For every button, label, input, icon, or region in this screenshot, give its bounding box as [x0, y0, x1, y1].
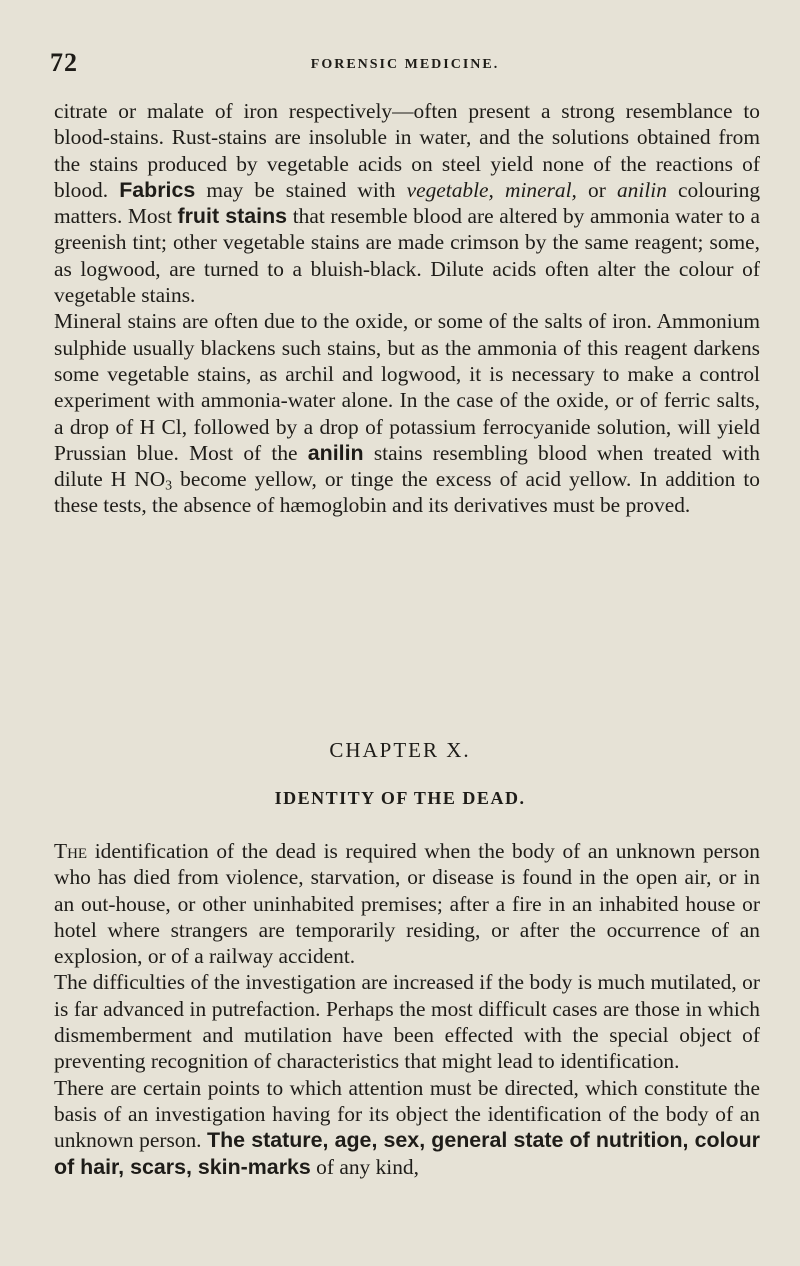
- opening-word: The: [54, 839, 88, 863]
- chapter-title: IDENTITY OF THE DEAD.: [274, 788, 526, 808]
- running-head: FORENSIC MEDICINE.: [310, 57, 500, 72]
- text-block-top: [54, 98, 760, 519]
- text-block-bottom: [54, 838, 760, 1180]
- paragraph-difficulties: The difficulties of the investigation are increased if the body is much mutilated, or is far advanced in putrefaction. Perhaps the most difficult cases are those in which dismemberment and mutilation have been effected with the special object of preventing recognition of characteristics that might lead to identification.: [54, 970, 760, 1074]
- term-stature-list: The stature, age, sex, general state of nutrition, colour of hair, scars, skin-marks: [54, 1128, 760, 1179]
- term-anilin: anilin: [616, 177, 667, 202]
- term-anilin-bold: anilin: [307, 440, 364, 465]
- term-fabrics: Fabrics: [119, 177, 196, 202]
- term-vegetable-mineral: vegetable, mineral,: [406, 177, 577, 202]
- subscript-3: 3: [165, 478, 173, 494]
- paragraph-mineral-stains: Mineral stains are often due to the oxide, or some of the salts of iron. Ammonium sulphide usually blackens such stains, but as the ammonia of this reagent darkens some vegetable stains, as archil and logwood, it is necessary to make a control experiment with ammonia-water alone. In the case of the oxide, or of ferric salts, a drop of H Cl, followed by a drop of potassium ferrocyanide solution, will yield Prussian blue. Most of the anilin stains resembling blood when treated with dilute H $NO_3$ become yellow, or tinge the excess of acid yellow. In addition to these tests, the absence of hæmoglobin and its derivatives must be proved.: [54, 309, 760, 518]
- page-header: [50, 48, 760, 82]
- paragraph-identification: The identification of the dead is required when the body of an unknown person who has died from violence, starvation, or disease is found in the open air, or in an out-house, or other uninhabited premises; after a fire in an inhabited house or hotel where strangers are temporarily residing, or after the occurrence of an explosion, or of a railway accident.: [54, 839, 760, 969]
- paragraph-points: There are certain points to which attention must be directed, which constitute the basis of an investigation having for its object the identification of the body of an unknown person. The stature, age, sex, general state of nutrition, colour of hair, scars, skin-marks of any kind,: [54, 1075, 760, 1179]
- page-number: 72: [50, 48, 78, 77]
- paragraph-fabric-stains: citrate or malate of iron respectively—often present a strong resemblance to blood-stains. Rust-stains are insoluble in water, and the solutions obtained from the stains produced by vegetable acids on steel yield none of the reactions of blood. Fabrics may be stained with vegetable, mineral, or anilin colouring matters. Most fruit stains that resemble blood are altered by ammonia water to a greenish tint; other vegetable stains are made crimson by the same reagent; some, as logwood, are turned to a bluish-black. Dilute acids often alter the colour of vegetable stains.: [54, 99, 761, 308]
- chapter-number: CHAPTER X.: [329, 738, 471, 762]
- term-fruit-stains: fruit stains: [177, 204, 288, 229]
